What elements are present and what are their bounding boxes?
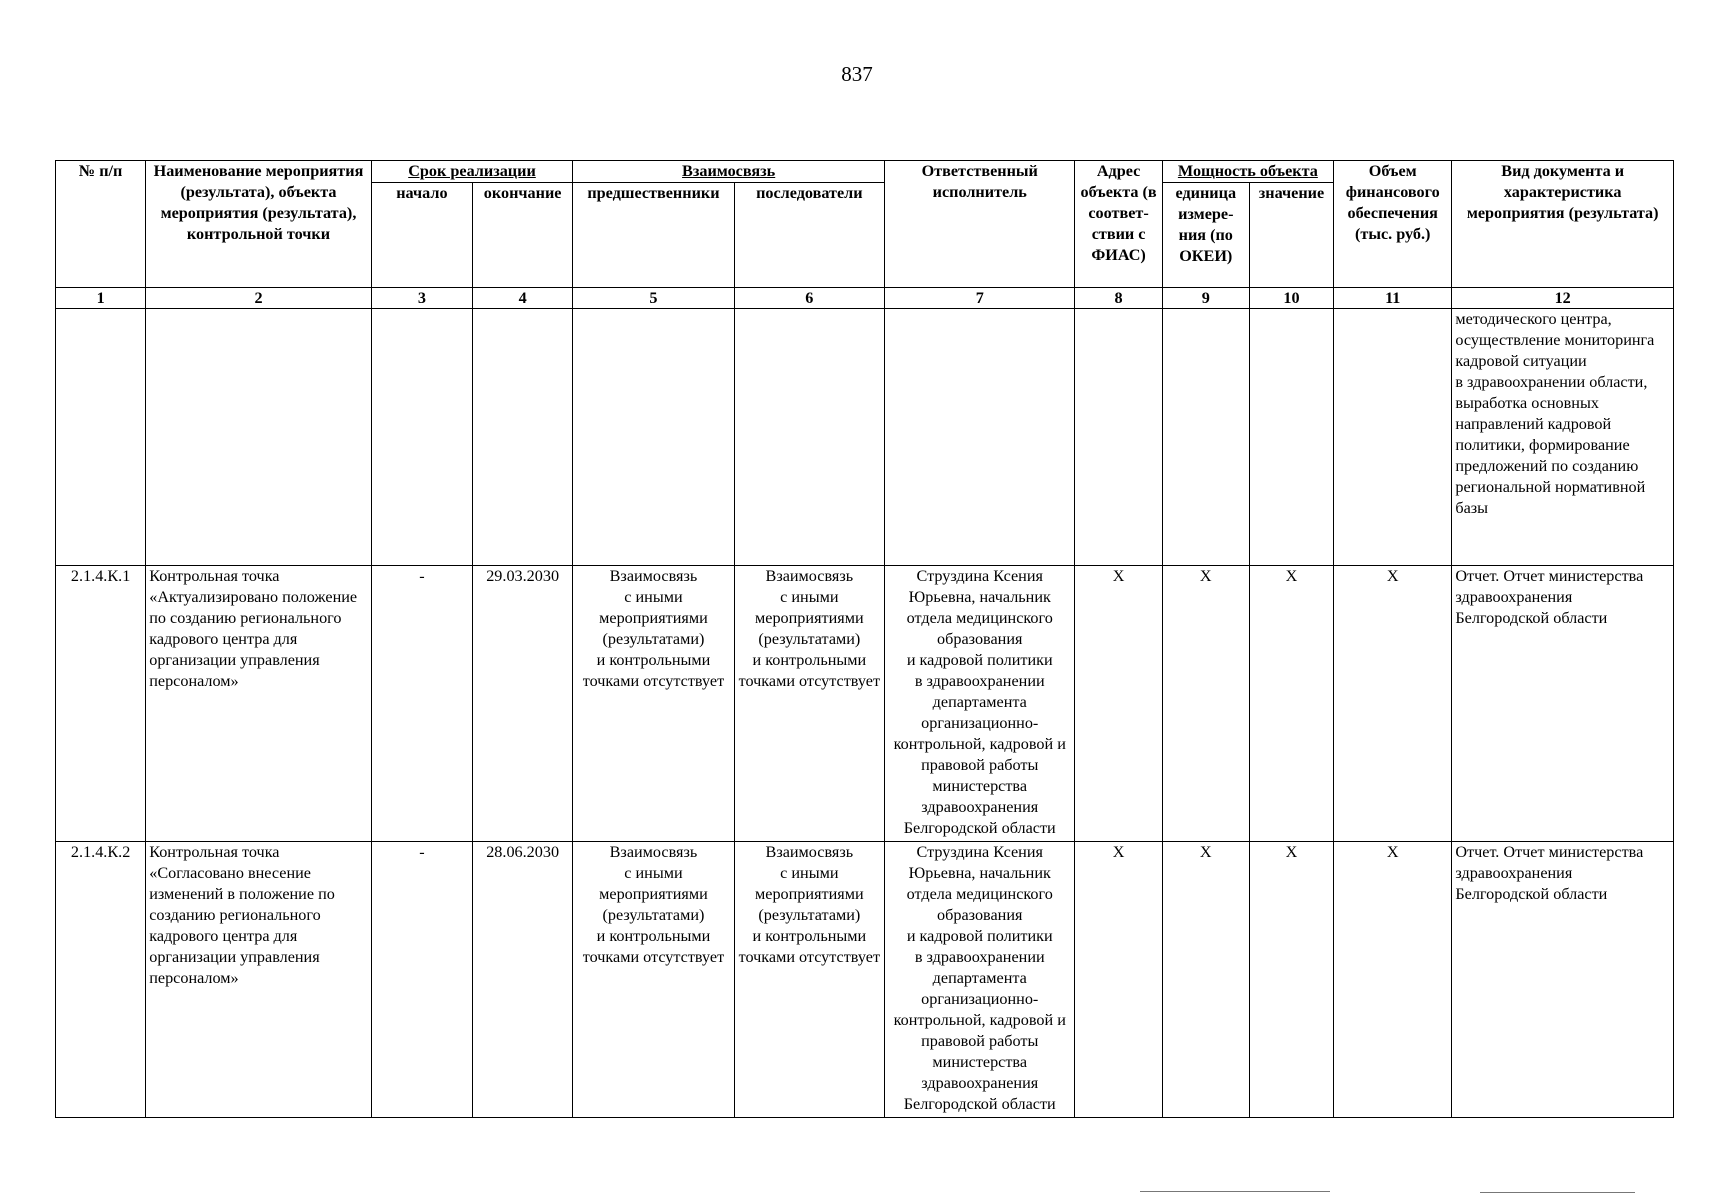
column-number: 11: [1334, 288, 1452, 309]
header-num: № п/п: [56, 161, 146, 288]
table-row: [56, 566, 1674, 842]
scan-artifact-line: [1480, 1192, 1635, 1193]
row-unit-cell: X: [1162, 566, 1249, 842]
row-unit-cell: X: [1162, 842, 1249, 1118]
row-address-cell: X: [1075, 566, 1162, 842]
row-value-cell: X: [1249, 842, 1333, 1118]
column-number: 8: [1075, 288, 1162, 309]
header-link-succ: последователи: [734, 183, 884, 288]
header-value: значение: [1249, 183, 1333, 288]
table-header: [56, 161, 1674, 309]
column-numbers-row: [56, 288, 1674, 309]
header-capacity: Мощность объекта: [1162, 161, 1333, 183]
row-pred-cell: Взаимосвязь с иными мероприятиями (результатами) и контрольными точками отсутствует: [573, 842, 734, 1118]
column-number: 1: [56, 288, 146, 309]
header-term-start: начало: [371, 183, 472, 288]
header-name: Наименование мероприятия (результата), объекта мероприятия (результата), контрольной точки: [146, 161, 372, 288]
header-address: Адрес объекта (в соответ- ствии с ФИАС): [1075, 161, 1162, 288]
column-number: 7: [885, 288, 1075, 309]
column-number: 3: [371, 288, 472, 309]
implementation-plan-table: [55, 160, 1674, 1118]
continuation-row: [56, 309, 1674, 566]
header-term: Срок реализации: [371, 161, 572, 183]
row-doc-cell: Отчет. Отчет министерства здравоохранения Белгородской области: [1452, 842, 1674, 1118]
table-row: [56, 842, 1674, 1118]
row-start-cell: -: [371, 566, 472, 842]
column-number: 2: [146, 288, 372, 309]
row-address-cell: X: [1075, 842, 1162, 1118]
row-succ-cell: Взаимосвязь с иными мероприятиями (результатами) и контрольными точками отсутствует: [734, 842, 884, 1118]
row-pred-cell: Взаимосвязь с иными мероприятиями (результатами) и контрольными точками отсутствует: [573, 566, 734, 842]
row-end-cell: 28.06.2030: [473, 842, 573, 1118]
header-link-pred: предшественники: [573, 183, 734, 288]
row-value-cell: X: [1249, 566, 1333, 842]
column-number: 9: [1162, 288, 1249, 309]
header-term-end: окончание: [473, 183, 573, 288]
row-finance-cell: X: [1334, 566, 1452, 842]
header-finance: Объем финансового обеспечения (тыс. руб.): [1334, 161, 1452, 288]
header-doc: Вид документа и характеристика мероприятия (результата): [1452, 161, 1674, 288]
row-responsible-cell: Струздина Ксения Юрьевна, начальник отдела медицинского образования и кадровой политики в здравоохранении департамента организационно-контрольной, кадровой и правовой работы министерства здравоохранения Белгородской области: [885, 566, 1075, 842]
header-unit: единица измере- ния (по ОКЕИ): [1162, 183, 1249, 288]
row-end-cell: 29.03.2030: [473, 566, 573, 842]
row-succ-cell: Взаимосвязь с иными мероприятиями (результатами) и контрольными точками отсутствует: [734, 566, 884, 842]
row-finance-cell: X: [1334, 842, 1452, 1118]
continuation-doc-cell: методического центра, осуществление мониторинга кадровой ситуации в здравоохранении области, выработка основных направлений кадровой политики, формирование предложений по созданию региональной нормативной базы: [1452, 309, 1674, 566]
column-number: 12: [1452, 288, 1674, 309]
page-number: 837: [841, 62, 873, 86]
column-number: 5: [573, 288, 734, 309]
scan-artifact-line: [1140, 1191, 1330, 1192]
column-number: 4: [473, 288, 573, 309]
row-responsible-cell: Струздина Ксения Юрьевна, начальник отдела медицинского образования и кадровой политики в здравоохранении департамента организационно-контрольной, кадровой и правовой работы министерства здравоохранения Белгородской области: [885, 842, 1075, 1118]
row-doc-cell: Отчет. Отчет министерства здравоохранения Белгородской области: [1452, 566, 1674, 842]
header-link: Взаимосвязь: [573, 161, 885, 183]
row-start-cell: -: [371, 842, 472, 1118]
column-number: 10: [1249, 288, 1333, 309]
row-name-cell: Контрольная точка «Согласовано внесение изменений в положение по созданию регионального кадрового центра для организации управления персоналом»: [146, 842, 372, 1118]
row-num-cell: 2.1.4.К.2: [56, 842, 146, 1118]
column-number: 6: [734, 288, 884, 309]
row-name-cell: Контрольная точка «Актуализировано положение по созданию регионального кадрового центра для организации управления персоналом»: [146, 566, 372, 842]
row-num-cell: 2.1.4.К.1: [56, 566, 146, 842]
header-responsible: Ответственный исполнитель: [885, 161, 1075, 288]
